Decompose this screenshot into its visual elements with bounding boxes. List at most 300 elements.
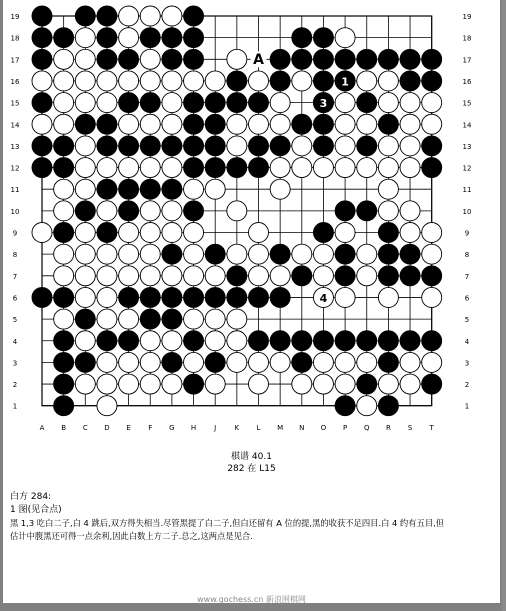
- white-stone: [97, 201, 117, 221]
- white-stone: [75, 158, 95, 178]
- column-label: T: [429, 424, 434, 432]
- black-stone: [184, 287, 204, 307]
- white-stone: [335, 223, 355, 243]
- black-stone: [162, 352, 182, 372]
- white-stone: [249, 71, 269, 91]
- black-stone: [54, 352, 74, 372]
- column-label: O: [320, 424, 327, 432]
- document-page: [3, 0, 500, 603]
- black-stone: [422, 266, 442, 286]
- white-stone: [162, 6, 182, 26]
- black-stone: [270, 136, 290, 156]
- black-stone: [75, 114, 95, 134]
- black-stone: [400, 244, 420, 264]
- black-stone: [422, 49, 442, 69]
- black-stone: [162, 244, 182, 264]
- row-label-left: 10: [10, 207, 20, 216]
- white-stone: [140, 49, 160, 69]
- white-stone: [54, 114, 74, 134]
- black-stone: [378, 331, 398, 351]
- white-stone: [227, 49, 247, 69]
- white-stone: [75, 374, 95, 394]
- white-stone: [270, 158, 290, 178]
- row-label-right: 8: [464, 251, 470, 260]
- white-stone: [140, 158, 160, 178]
- black-stone: [54, 287, 74, 307]
- black-stone: [75, 309, 95, 329]
- white-stone: [75, 331, 95, 351]
- white-stone: [140, 266, 160, 286]
- row-label-left: 13: [10, 142, 20, 151]
- row-label-left: 4: [12, 337, 18, 346]
- white-stone: [227, 331, 247, 351]
- white-stone: [422, 244, 442, 264]
- white-stone: [54, 93, 74, 113]
- black-stone: [357, 49, 377, 69]
- black-stone: [313, 71, 333, 91]
- black-stone: [357, 374, 377, 394]
- white-stone: [313, 374, 333, 394]
- black-stone: [97, 114, 117, 134]
- column-label: S: [407, 424, 413, 432]
- black-stone: [119, 49, 139, 69]
- black-stone: [162, 136, 182, 156]
- black-stone: [54, 396, 74, 416]
- row-label-left: 15: [10, 99, 20, 108]
- row-label-right: 1: [464, 402, 470, 411]
- black-stone: [32, 287, 52, 307]
- black-stone: [313, 136, 333, 156]
- black-stone: [75, 201, 95, 221]
- black-stone: [97, 136, 117, 156]
- white-stone: [292, 244, 312, 264]
- white-stone: [335, 158, 355, 178]
- black-stone: [97, 49, 117, 69]
- white-stone: [335, 136, 355, 156]
- black-stone: [32, 136, 52, 156]
- white-stone: [270, 179, 290, 199]
- row-label-right: 4: [464, 337, 470, 346]
- black-stone: [378, 244, 398, 264]
- black-stone: [162, 287, 182, 307]
- black-stone: [422, 374, 442, 394]
- black-stone: [335, 49, 355, 69]
- black-stone: [54, 331, 74, 351]
- black-stone: [54, 158, 74, 178]
- black-stone: [54, 28, 74, 48]
- white-stone: [400, 352, 420, 372]
- white-stone: [249, 374, 269, 394]
- black-stone: [205, 244, 225, 264]
- white-stone: [227, 136, 247, 156]
- white-stone: [162, 331, 182, 351]
- black-stone: [119, 179, 139, 199]
- white-stone: [400, 201, 420, 221]
- black-stone: [313, 49, 333, 69]
- white-stone: [119, 374, 139, 394]
- black-stone: [162, 49, 182, 69]
- white-stone: [54, 49, 74, 69]
- row-label-right: 9: [464, 229, 470, 238]
- black-stone: [54, 374, 74, 394]
- white-stone: [97, 93, 117, 113]
- black-stone: [184, 93, 204, 113]
- black-stone: [313, 331, 333, 351]
- white-stone: [140, 352, 160, 372]
- white-stone: [378, 287, 398, 307]
- black-stone: [313, 114, 333, 134]
- black-stone: [378, 49, 398, 69]
- white-stone: [400, 374, 420, 394]
- white-stone: [205, 331, 225, 351]
- black-stone: [97, 223, 117, 243]
- black-stone: [32, 158, 52, 178]
- white-stone: [32, 114, 52, 134]
- black-stone: [400, 266, 420, 286]
- scrollbar[interactable]: [502, 0, 506, 611]
- black-stone: [270, 49, 290, 69]
- row-label-right: 7: [464, 272, 470, 281]
- white-stone: [422, 93, 442, 113]
- white-stone: [119, 114, 139, 134]
- row-label-left: 18: [10, 34, 20, 43]
- white-stone: [97, 396, 117, 416]
- white-stone: [97, 244, 117, 264]
- white-stone: [162, 374, 182, 394]
- white-stone: [97, 158, 117, 178]
- black-stone: [357, 331, 377, 351]
- white-stone: [335, 28, 355, 48]
- white-stone: [75, 49, 95, 69]
- white-stone: [335, 374, 355, 394]
- white-stone: [357, 114, 377, 134]
- black-stone: [162, 28, 182, 48]
- black-stone: [205, 93, 225, 113]
- white-stone: [335, 352, 355, 372]
- white-stone: [227, 201, 247, 221]
- black-stone: [162, 179, 182, 199]
- white-stone: [54, 266, 74, 286]
- black-stone: [292, 28, 312, 48]
- white-stone: [205, 179, 225, 199]
- white-stone: [75, 244, 95, 264]
- black-stone: [205, 352, 225, 372]
- white-stone: [54, 179, 74, 199]
- white-stone: [378, 93, 398, 113]
- column-label: J: [214, 424, 217, 432]
- black-stone: [162, 309, 182, 329]
- commentary-line-1: 黑 1,3 吃白二子,白 4 跳后,双方得失相当.尽管黑提了白二子,但白还留有 A 位的提,黑的收获不足四目.白 4 约有五目,但: [10, 518, 445, 528]
- black-stone: [54, 136, 74, 156]
- row-label-right: 6: [464, 294, 470, 303]
- column-label: F: [148, 424, 153, 432]
- black-stone: [205, 136, 225, 156]
- column-label: E: [126, 424, 131, 432]
- row-label-right: 2: [464, 381, 470, 390]
- white-stone: [97, 266, 117, 286]
- column-label: M: [277, 424, 284, 432]
- white-stone: [357, 244, 377, 264]
- row-label-right: 10: [462, 207, 472, 216]
- white-stone: [140, 331, 160, 351]
- move-number-label: 3: [319, 97, 328, 111]
- black-stone: [249, 93, 269, 113]
- white-stone: [54, 71, 74, 91]
- column-label: G: [169, 424, 175, 432]
- white-stone: [227, 244, 247, 264]
- row-label-left: 2: [12, 381, 18, 390]
- white-stone: [184, 223, 204, 243]
- white-stone: [400, 114, 420, 134]
- black-stone: [270, 244, 290, 264]
- white-stone: [335, 93, 355, 113]
- black-stone: [270, 287, 290, 307]
- white-stone: [54, 201, 74, 221]
- move-number-label: A: [253, 51, 264, 68]
- go-board: [3, 0, 500, 440]
- black-stone: [227, 71, 247, 91]
- white-stone: [140, 71, 160, 91]
- figure-line: 1 图(见合点): [10, 505, 62, 515]
- black-stone: [227, 93, 247, 113]
- black-stone: [292, 49, 312, 69]
- white-stone: [119, 223, 139, 243]
- white-stone: [378, 374, 398, 394]
- black-stone: [400, 331, 420, 351]
- row-label-left: 11: [10, 186, 20, 195]
- black-stone: [270, 71, 290, 91]
- black-stone: [184, 158, 204, 178]
- black-stone: [205, 287, 225, 307]
- black-stone: [357, 136, 377, 156]
- black-stone: [335, 331, 355, 351]
- black-stone: [378, 396, 398, 416]
- black-stone: [335, 244, 355, 264]
- white-stone: [205, 374, 225, 394]
- white-stone: [249, 223, 269, 243]
- white-stone: [227, 352, 247, 372]
- row-label-left: 7: [12, 272, 18, 281]
- black-stone: [140, 309, 160, 329]
- column-label: D: [104, 424, 110, 432]
- black-stone: [184, 374, 204, 394]
- row-label-right: 17: [462, 56, 472, 65]
- white-stone: [140, 201, 160, 221]
- white-stone: [119, 71, 139, 91]
- row-label-left: 3: [12, 359, 18, 368]
- white-stone: [378, 179, 398, 199]
- white-stone: [75, 179, 95, 199]
- row-label-right: 13: [462, 142, 472, 151]
- white-stone: [162, 158, 182, 178]
- black-stone: [249, 331, 269, 351]
- white-stone: [400, 136, 420, 156]
- white-stone: [97, 71, 117, 91]
- black-stone: [54, 223, 74, 243]
- column-label: Q: [363, 424, 370, 432]
- white-stone: [119, 309, 139, 329]
- white-stone: [119, 266, 139, 286]
- black-stone: [227, 158, 247, 178]
- white-stone: [162, 114, 182, 134]
- row-label-right: 11: [462, 186, 472, 195]
- black-stone: [119, 287, 139, 307]
- column-label: H: [190, 424, 197, 432]
- column-label: R: [385, 424, 391, 432]
- black-stone: [32, 6, 52, 26]
- white-stone: [249, 114, 269, 134]
- black-stone: [400, 71, 420, 91]
- white-stone: [75, 71, 95, 91]
- black-stone: [249, 158, 269, 178]
- row-label-left: 12: [10, 164, 20, 173]
- black-stone: [184, 6, 204, 26]
- white-stone: [119, 158, 139, 178]
- white-stone: [313, 352, 333, 372]
- row-label-left: 5: [12, 316, 18, 325]
- white-stone: [313, 266, 333, 286]
- black-stone: [335, 266, 355, 286]
- white-stone: [205, 71, 225, 91]
- row-label-right: 14: [462, 121, 472, 130]
- black-stone: [97, 28, 117, 48]
- row-label-left: 9: [12, 229, 18, 238]
- black-stone: [313, 223, 333, 243]
- black-stone: [119, 136, 139, 156]
- row-label-right: 5: [464, 316, 470, 325]
- white-stone: [162, 266, 182, 286]
- white-stone: [249, 352, 269, 372]
- row-label-left: 16: [10, 77, 20, 86]
- column-label: P: [342, 424, 348, 432]
- white-stone: [162, 201, 182, 221]
- column-label: C: [82, 424, 88, 432]
- black-stone: [140, 93, 160, 113]
- column-label: K: [234, 424, 240, 432]
- white-stone: [205, 266, 225, 286]
- row-label-right: 18: [462, 34, 472, 43]
- white-stone: [313, 244, 333, 264]
- black-stone: [422, 158, 442, 178]
- white-stone: [75, 287, 95, 307]
- black-stone: [184, 28, 204, 48]
- black-stone: [184, 331, 204, 351]
- white-stone: [227, 309, 247, 329]
- black-stone: [335, 396, 355, 416]
- white-stone: [162, 223, 182, 243]
- black-stone: [205, 114, 225, 134]
- white-stone: [357, 71, 377, 91]
- column-label: A: [39, 424, 45, 432]
- black-stone: [227, 287, 247, 307]
- row-label-left: 1: [12, 402, 18, 411]
- black-stone: [75, 352, 95, 372]
- white-stone: [119, 28, 139, 48]
- black-stone: [422, 136, 442, 156]
- white-stone: [313, 158, 333, 178]
- row-label-left: 6: [12, 294, 18, 303]
- black-stone: [227, 266, 247, 286]
- black-stone: [249, 136, 269, 156]
- black-stone: [270, 331, 290, 351]
- black-stone: [378, 266, 398, 286]
- black-stone: [140, 28, 160, 48]
- white-stone: [140, 6, 160, 26]
- white-stone: [32, 223, 52, 243]
- move-number-label: 1: [341, 75, 349, 89]
- black-stone: [119, 93, 139, 113]
- diagram-title: 棋谱 40.1: [231, 452, 272, 462]
- row-label-left: 19: [10, 13, 20, 21]
- row-label-right: 3: [464, 359, 470, 368]
- white-stone: [54, 309, 74, 329]
- row-label-right: 16: [462, 77, 472, 86]
- white-stone: [140, 223, 160, 243]
- white-stone: [292, 71, 312, 91]
- white-stone: [119, 352, 139, 372]
- row-label-right: 19: [462, 13, 472, 21]
- white-stone: [184, 179, 204, 199]
- white-stone: [32, 71, 52, 91]
- white-stone: [378, 158, 398, 178]
- black-stone: [205, 158, 225, 178]
- white-stone: [75, 266, 95, 286]
- white-stone: [75, 136, 95, 156]
- black-stone: [97, 179, 117, 199]
- black-stone: [292, 331, 312, 351]
- move-number-label: 4: [319, 291, 328, 305]
- white-stone: [184, 71, 204, 91]
- column-label: B: [61, 424, 67, 432]
- white-stone: [422, 223, 442, 243]
- white-stone: [54, 244, 74, 264]
- white-stone: [270, 352, 290, 372]
- black-stone: [119, 201, 139, 221]
- black-stone: [357, 201, 377, 221]
- white-stone: [97, 374, 117, 394]
- black-stone: [140, 287, 160, 307]
- commentary-line-2: 估计中腹黑还可得一点余利,因此白数上方二子.总之,这两点是见合.: [10, 531, 253, 541]
- black-stone: [184, 49, 204, 69]
- white-stone: [357, 266, 377, 286]
- white-stone: [400, 158, 420, 178]
- black-stone: [313, 28, 333, 48]
- row-label-right: 15: [462, 99, 472, 108]
- row-label-left: 17: [10, 56, 20, 65]
- white-stone: [292, 374, 312, 394]
- black-stone: [32, 49, 52, 69]
- white-stone: [270, 114, 290, 134]
- white-stone: [119, 6, 139, 26]
- black-stone: [32, 28, 52, 48]
- white-stone: [184, 244, 204, 264]
- white-stone: [75, 28, 95, 48]
- white-stone: [357, 352, 377, 372]
- footer-watermark: www.gochess.cn 新浪围棋网: [197, 595, 306, 604]
- white-stone: [357, 396, 377, 416]
- player-line: 白方 284:: [10, 492, 52, 502]
- white-stone: [249, 244, 269, 264]
- white-stone: [335, 287, 355, 307]
- white-stone: [292, 136, 312, 156]
- column-label: N: [299, 424, 305, 432]
- black-stone: [97, 6, 117, 26]
- black-stone: [140, 179, 160, 199]
- row-label-left: 8: [12, 251, 18, 260]
- white-stone: [422, 114, 442, 134]
- black-stone: [357, 93, 377, 113]
- black-stone: [292, 114, 312, 134]
